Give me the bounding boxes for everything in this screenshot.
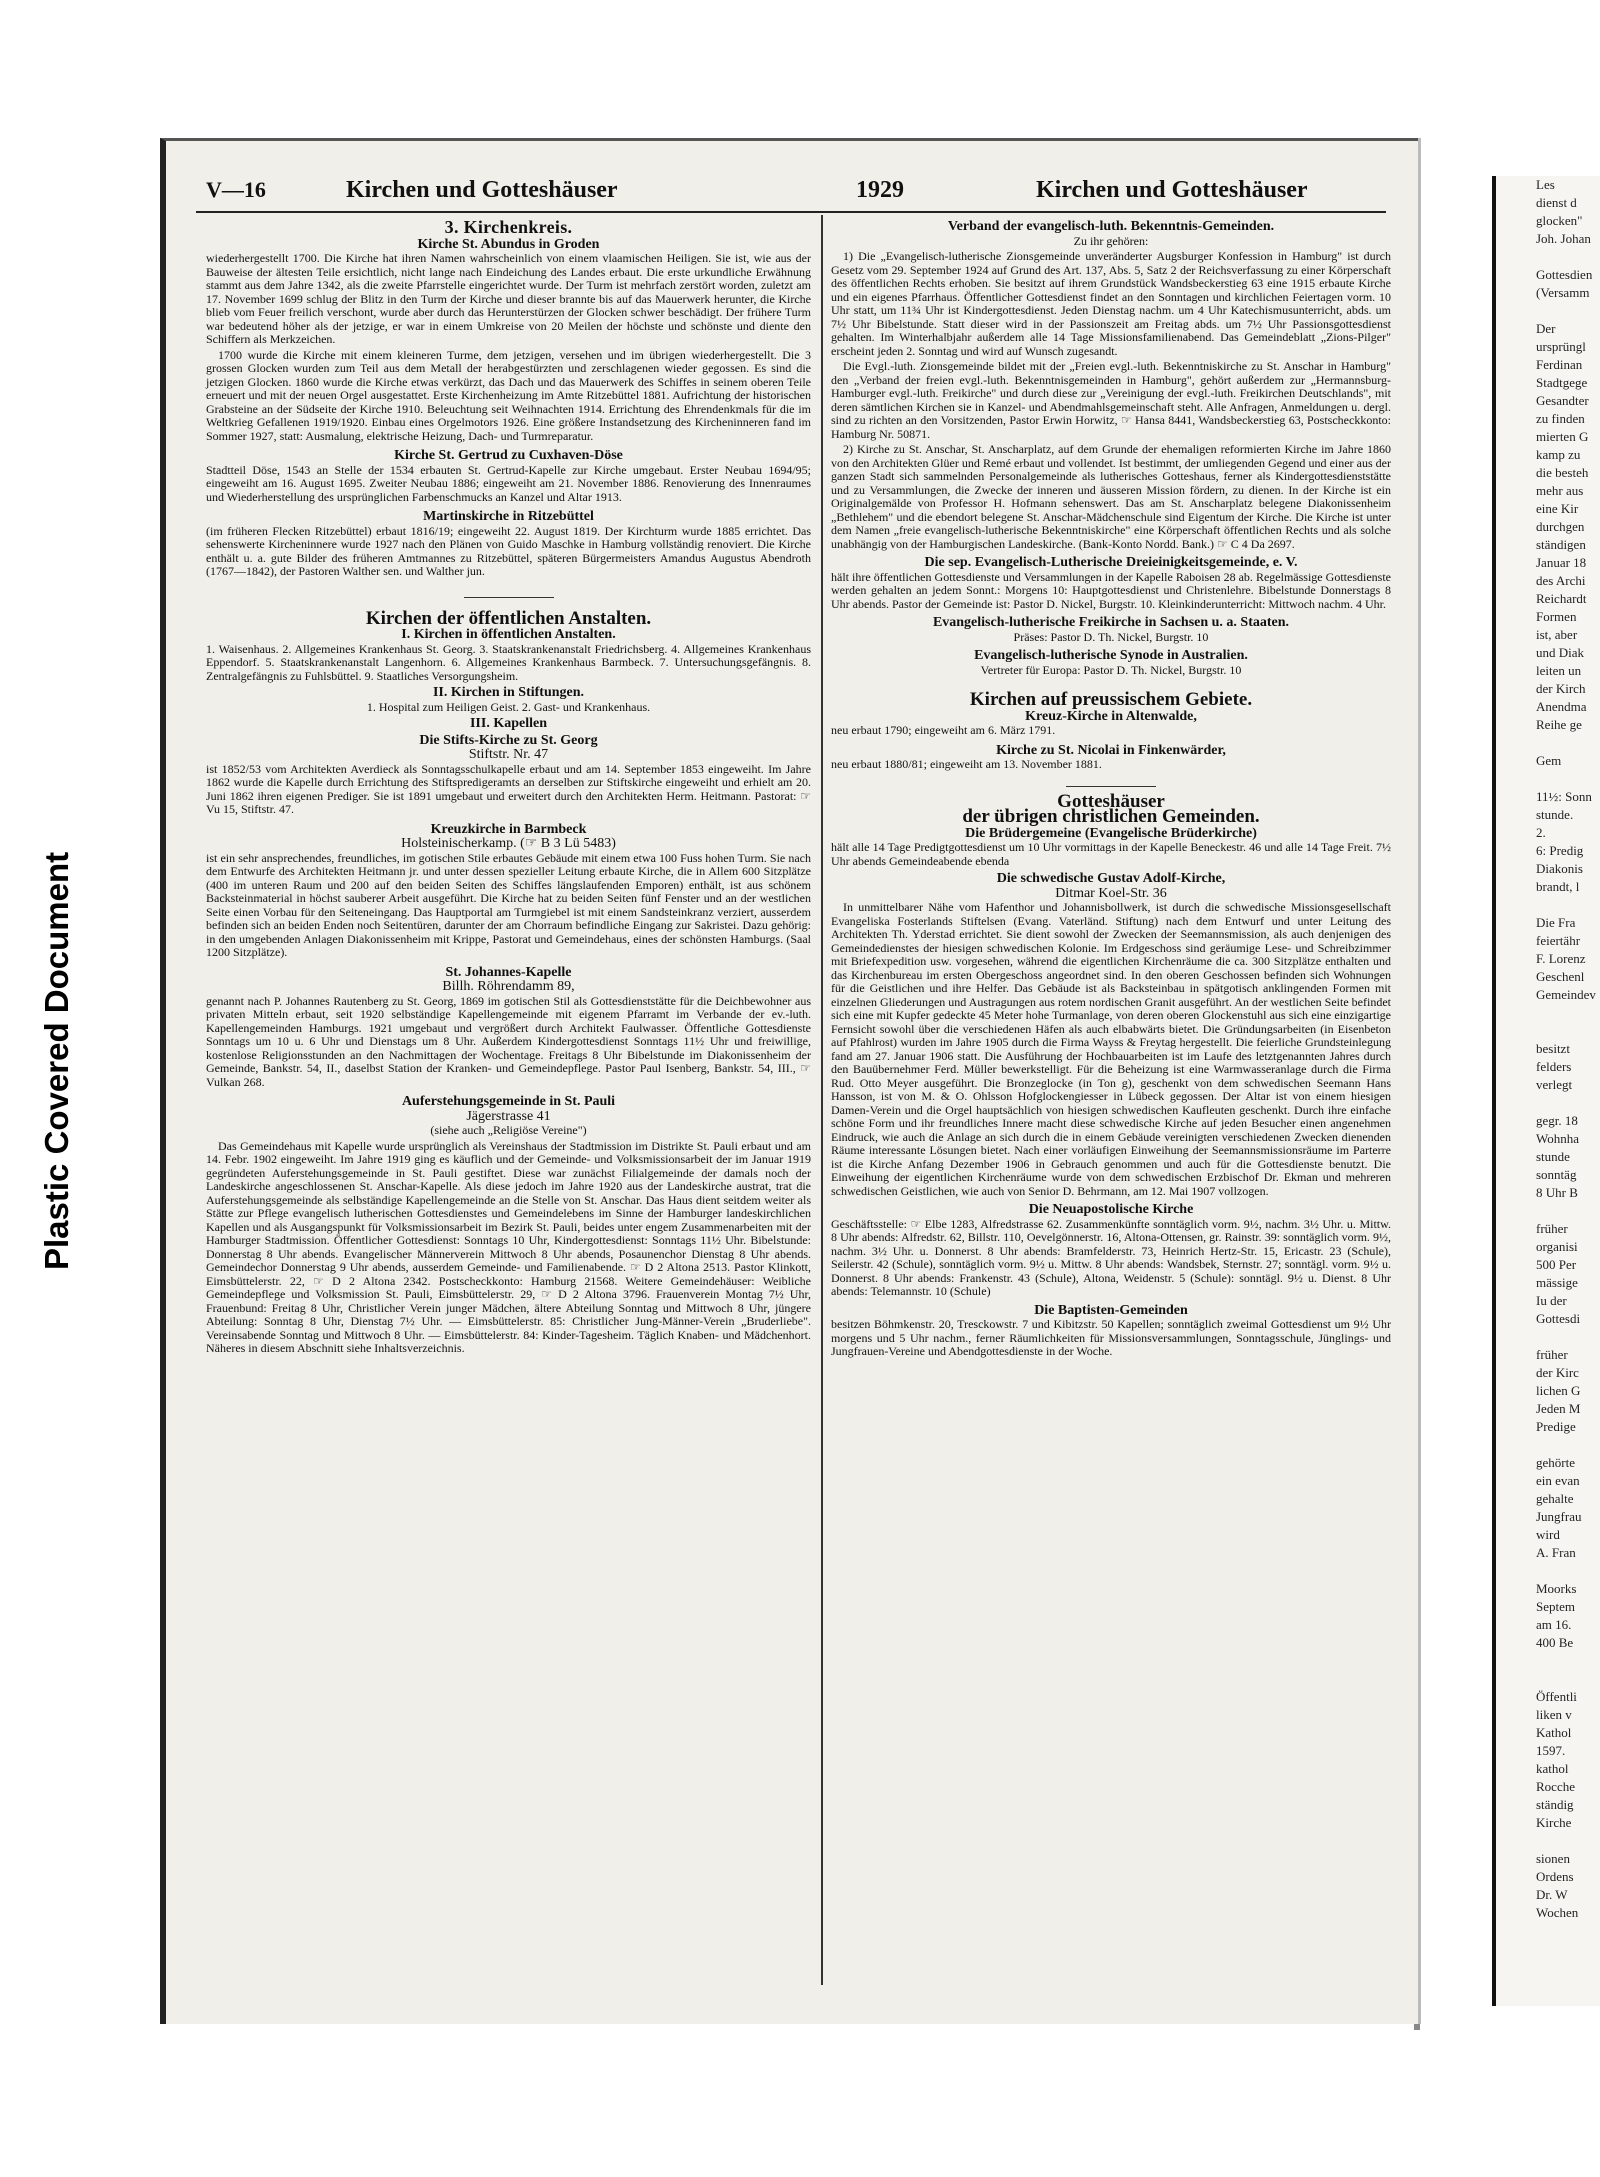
heading-kreuz-kirche-altenwalde: Kreuz-Kirche in Altenwalde, — [1025, 708, 1197, 724]
adjacent-text-fragment — [1496, 302, 1600, 320]
paragraph: wiederhergestellt 1700. Die Kirche hat ihren Namen wahrscheinlich von einem vlaamischen Heiligen. Sie ist, wie aus der Bauweise der ältesten Teile ersichtlich, nicht lange nach Eindeichung des Landes erbaut. Die erste urkundliche Erwähnung stammt aus dem Jahre 1342, als die zweite Pfarrstelle eingerichtet wurde. Der Turm ist mehrfach zerstört worden, zuletzt am 17. November 1699 schlug der Blitz in den Turm der Kirche und dieser brannte bis auf das Mauerwerk herunter, die Kirche blieb vom Feuer freilich verschont, wurde aber durch das Herunterstürzen der Glocken schwer beschädigt. Der frühere Turm war bedeutend höher als der jetzige, er war in einem Umkreise von 20 Meilen der höchste und schönste und diente den Schiffern als Merkzeichen. — [206, 251, 811, 346]
adjacent-text-fragment: Kathol — [1536, 1725, 1572, 1740]
adjacent-text-fragment: dienst d — [1536, 195, 1577, 210]
adjacent-text-fragment: am 16. — [1536, 1617, 1572, 1632]
address: Ditmar Koel-Str. 36 — [1055, 885, 1167, 901]
paragraph: 1. Hospital zum Heiligen Geist. 2. Gast- und Krankenhaus. — [366, 699, 651, 714]
right-column — [831, 217, 1391, 1361]
address: Jägerstrasse 41 — [466, 1108, 551, 1124]
adjacent-text-fragment: 2. — [1536, 825, 1546, 840]
adjacent-text-fragment: F. Lorenz — [1536, 951, 1586, 966]
heading-doese: Kirche St. Gertrud zu Cuxhaven-Döse — [394, 448, 623, 463]
paragraph: (im früheren Flecken Ritzebüttel) erbaut 1816/19; eingeweiht 22. August 1819. Der Kirchturm wurde 1885 errichtet. Das sehenswerte Kircheninnere wurde 1927 nach den Plänen von Guido Maschke in Hamburg vollständig renoviert. Die Kirche enthält u. a. gute Bilder des früheren Amtmannes zu Ritzebüttel, späteren Bürgermeisters Amandus Augustus Abendroth (1767—1842), der Pastoren Walther sen. und Walther jun. — [206, 523, 811, 578]
paragraph: Vertreter für Europa: Pastor D. Th. Nickel, Burgstr. 10 — [980, 662, 1242, 677]
left-column — [206, 217, 811, 1358]
adjacent-text-fragment: Predige — [1536, 1419, 1576, 1434]
adjacent-text-fragment: Septem — [1536, 1599, 1575, 1614]
adjacent-text-fragment — [1496, 1094, 1600, 1112]
heading-anstalten-ii: II. Kirchen in Stiftungen. — [432, 685, 585, 700]
section-title: 3. Kirchenkreis. — [444, 217, 573, 237]
adjacent-text-fragment: ursprüngl — [1536, 339, 1586, 354]
adjacent-text-fragment: brandt, l — [1536, 879, 1580, 894]
paragraph: besitzen Böhmkenstr. 20, Tresckowstr. 7 und Kibitzstr. 50 Kapellen; sonntäglich zweimal Gottesdienst um 9½ Uhr morgens und 5 Uhr nachm., ferner Räumlichkeiten für Missionsversammlungen, Sonntagsschule, Jünglings- und Jungfrauen-Vereine und Abendgottesdienste in der Woche. — [831, 1317, 1391, 1358]
running-title-right: Kirchen und Gotteshäuser — [1036, 177, 1308, 203]
divider — [1066, 786, 1156, 787]
adjacent-text-fragment: liken v — [1536, 1707, 1572, 1722]
paragraph: Geschäftsstelle: ☞ Elbe 1283, Alfredstrasse 62. Zusammenkünfte sonntäglich vorm. 9½, nachm. 3½ Uhr. u. Mittw. 8 Uhr abends: Alfredstr. 62, Billstr. 110, Oevelgönnerstr. 16, Altona-Ottensen, gr. Rainstr. 39: sonntäglich vorm. 9½, nachm. 3½ Uhr. u. Donnerst. 8 Uhr abends: Bramfelderstr. 73, Heinrich Hertz-Str. 15, Ericastr. 23 (Schule), Seilerstr. 42 (Schule), sonntäglich vorm. 9½ u. Mittw. 8 Uhr abends: Wandsbek, Sternstr. 27; sonntägl. vorm. 9½ u. Donnerst. 8 Uhr abends: Frankenstr. 43 (Schule), Altona, Weidenstr. 5 (Schule): sonntägl. 9½ u. Dienst. 8 Uhr abends: Telemannstr. 10 (Schule) — [831, 1216, 1391, 1298]
heading-groden: Kirche St. Abundus in Groden — [417, 236, 600, 252]
paragraph: hält alle 14 Tage Predigtgottesdienst um 10 Uhr vormittags in der Kapelle Beneckestr. 46 und alle 14 Tage Freit. 7½ Uhr abends Gemeindeabende ebenda — [831, 840, 1391, 868]
adjacent-text-fragment: lichen G — [1536, 1383, 1581, 1398]
adjacent-text-fragment: feiertähr — [1536, 933, 1581, 948]
adjacent-text-fragment: früher — [1536, 1347, 1568, 1362]
adjacent-text-fragment — [1496, 1832, 1600, 1850]
adjacent-text-fragment: zu finden — [1536, 411, 1585, 426]
adjacent-text-fragment: sionen — [1536, 1851, 1570, 1866]
adjacent-text-fragment — [1496, 1022, 1600, 1040]
heading-neuapostolische-kirche: Die Neuapostolische Kirche — [1028, 1202, 1194, 1217]
adjacent-text-fragment: Diakonis — [1536, 861, 1583, 876]
adjacent-text-fragment: Dr. W — [1536, 1887, 1568, 1902]
adjacent-text-fragment: besitzt — [1536, 1041, 1570, 1056]
adjacent-text-fragment: Jungfrau — [1536, 1509, 1582, 1524]
adjacent-text-fragment: eine Kir — [1536, 501, 1579, 516]
adjacent-text-fragment: gegr. 18 — [1536, 1113, 1578, 1128]
adjacent-text-fragment — [1496, 1004, 1600, 1022]
paragraph: Präses: Pastor D. Th. Nickel, Burgstr. 10 — [1013, 629, 1209, 644]
heading-freikirche-sachsen: Evangelisch-lutherische Freikirche in Sachsen u. a. Staaten. — [932, 615, 1290, 630]
adjacent-text-fragment: Iu der — [1536, 1293, 1567, 1308]
adjacent-text-fragment: ist, aber — [1536, 627, 1578, 642]
adjacent-text-fragment: A. Fran — [1536, 1545, 1576, 1560]
paragraph: genannt nach P. Johannes Rautenberg zu St. Georg, 1869 im gotischen Stil als Gottesdienststätte für die Deichbewohner aus privaten Mitteln erbaut, seit 1920 selbständige Kapellengemeinde mit eigenem Pfarramt im Verbande der ev.-luth. Kapellengemeinden Hamburgs. 1921 umgebaut und vergrößert durch Architekt Faulwasser. Öffentliche Gottesdienste Sonntags um 10 u. 6 Uhr und Dienstags um 8 Uhr. Außerdem Kindergottesdienst Sonntags 11½ Uhr und freiwillige, kostenlose Religionsstunden an den Nachmittagen der Wochentage. Freitags 8 Uhr Bibelstunde im Diakonissenheim der Gemeinde, Bankstr. 54, II., daselbst Station der Kranken- und Gemeindepflege. Pastor Paul Isenberg, Bankstr. 54, III., ☞ Vulkan 268. — [206, 993, 811, 1089]
paragraph: neu erbaut 1880/81; eingeweiht am 13. November 1881. — [831, 757, 1102, 771]
adjacent-text-fragment — [1496, 1436, 1600, 1454]
adjacent-text-fragment: kathol — [1536, 1761, 1569, 1776]
adjacent-text-fragment: 11½: Sonn — [1536, 789, 1592, 804]
column-divider — [821, 215, 823, 1985]
adjacent-text-fragment: mierten G — [1536, 429, 1589, 444]
adjacent-text-fragment: wird — [1536, 1527, 1560, 1542]
subheading: Zu ihr gehören: — [1073, 233, 1149, 248]
adjacent-page-fragment — [1492, 176, 1600, 2006]
paragraph: Das Gemeindehaus mit Kapelle wurde ursprünglich als Vereinshaus der Stadtmission im Distrikte St. Pauli erbaut und am 14. Febr. 1902 eingeweiht. Im Jahre 1919 ging es käuflich und der Gemeinde- und Volksmissionsarbeit der im Januar 1919 gegründeten Auferstehungsgemeinde in St. Pauli gestiftet. Diese war zunächst Filialgemeinde der damals noch der Landeskirche angeschlossenen St. Anschar-Kapelle. Als diese jedoch im Jahre 1920 aus der Landeskirche austrat, trat die Auferstehungsgemeinde als selbständige Kapellengemeinde an die Stelle von St. Anschar. Das Haus dient seitdem weiter als Stätte zur Pflege evangelisch lutherischen Gottesdienstes und Gemeindelebens im Sinne der Hamburger landeskirchlichen Kapellen und als Ausgangspunkt für Volksmissionsarbeit im Bezirk St. Pauli, beides unter engem Zusammenarbeiten mit der Hamburger Stadtmission. Öffentlicher Gottesdienst: Sonntags 10 Uhr, Kindergottesdienst: Sonntags 11½ Uhr. Bibelstunde: Donnerstag 8 Uhr abends. Evangelischer Männerverein Mittwoch 8 Uhr abends, Posaunenchor Dienstag 8 Uhr abends. Gemeindechor Donnerstag 9 Uhr abends, ausserdem Gemeinde- und Familienabende. ☞ D 2 Altona 2513. Pastor Klinkott, Eimsbüttelerstr. 22, ☞ D 2 Altona 2342. Postscheckkonto: Hamburg 21568. Weitere Gemeindehäuser: Weibliche Gemeindepflege und Volksmission St. Pauli, Eimsbüttelerstr. 29, ☞ D 2 Altona 3796. Frauenverein Montag 7½ Uhr, Frauenbund: Freitag 8 Uhr, Christlicher Verein junger Mädchen, ältere Abteilung Sonntag und Mittwoch 8 Uhr, jüngere Abteilung: Sonntag 8 Uhr, Dienstag 7½ Uhr. — Eimsbüttelerstr. 85: Christlicher Jung-Männer-Verein „Bruderliebe". Vereinsabende Sonntag und Mittwoch 8 Uhr. — Eimsbüttelerstr. 84: Kinder-Tagesheim. Täglich Knaben- und Mädchenhort. Näheres in diesem Abschnitt siehe Inhaltsverzeichnis. — [206, 1138, 811, 1355]
section-subtitle-gotteshaeuser: der übrigen christlichen Gemeinden. — [962, 806, 1260, 827]
heading-verband: Verband der evangelisch-luth. Bekenntnis-Gemeinden. — [947, 219, 1275, 234]
section-title-preussen: Kirchen auf preussischem Gebiete. — [969, 689, 1253, 710]
adjacent-text-fragment — [1496, 1652, 1600, 1670]
plastic-covered-label: Plastic Covered Document — [38, 851, 75, 1270]
heading-martinskirche: Martinskirche in Ritzebüttel — [423, 509, 594, 524]
adjacent-text-fragment — [1496, 770, 1600, 788]
adjacent-text-fragment: Stadtgege — [1536, 375, 1588, 390]
adjacent-text-fragment: früher — [1536, 1221, 1568, 1236]
adjacent-text-fragment: Ferdinan — [1536, 357, 1583, 372]
adjacent-text-fragment: mehr aus — [1536, 483, 1584, 498]
heading-anstalten-i: I. Kirchen in öffentlichen Anstalten. — [401, 627, 616, 642]
adjacent-text-fragment: Reihe ge — [1536, 717, 1582, 732]
adjacent-text-fragment: gehörte — [1536, 1455, 1575, 1470]
divider — [464, 597, 554, 598]
adjacent-text-fragment: der Kirc — [1536, 1365, 1579, 1380]
paragraph: Stadtteil Döse, 1543 an Stelle der 1534 erbauten St. Gertrud-Kapelle zur Kirche umgebaut. Erster Neubau 1694/95; eingeweiht am 16. August 1695. Zweiter Neubau 1886; eingeweiht am 21. November 1886. Renovierung des Innenraumes und Wiederherstellung des ursprünglichen Farbenschmucks an Kanzel und Altar 1913. — [206, 462, 811, 504]
page-year: 1929 — [856, 177, 904, 203]
adjacent-text-fragment: Gemeindev — [1536, 987, 1596, 1002]
adjacent-text-fragment — [1496, 1328, 1600, 1346]
adjacent-text-fragment: Formen — [1536, 609, 1577, 624]
adjacent-text-fragment: stunde. — [1536, 807, 1574, 822]
adjacent-text-fragment — [1496, 896, 1600, 914]
adjacent-text-fragment: ständig — [1536, 1797, 1574, 1812]
adjacent-text-fragment: ein evan — [1536, 1473, 1580, 1488]
section-title-gotteshaeuser: Gotteshäuser — [1057, 790, 1165, 812]
adjacent-text-fragment — [1496, 248, 1600, 266]
adjacent-text-fragment: 8 Uhr B — [1536, 1185, 1578, 1200]
address: Billh. Röhrendamm 89, — [442, 979, 575, 994]
paragraph: neu erbaut 1790; eingeweiht am 6. März 1791. — [831, 723, 1056, 737]
adjacent-text-fragment: glocken" — [1536, 213, 1583, 228]
paragraph: 2) Kirche zu St. Anschar, St. Anscharplatz, auf dem Grunde der ehemaligen reformierten Kirche im Jahre 1860 von den Architekten Glüer und Remé erbaut und vollendet. Ist bestimmt, der umliegenden Gegend und einer aus der ganzen Stadt sich sammelnden Personalgemeinde als lutherisches Gotteshaus, ferner als Kindergottesdienststätte und zu Versammlungen, die Zwecke der inneren und äusseren Mission fördern, zu dienen. In der Kirche ist ein Originalgemälde von Professor H. Hofmann sehenswert. Das am St. Anscharplatz belegene Diakonissenheim „Bethlehem" und die ebendort belegene St. Anschar-Mädchenschule sind Eigentum der Kirche. Die Kirche ist unter dem Namen „freie evangelisch-lutherische Bekenntniskirche" eine Körperschaft öffentlichen Rechts und als solche unabhängig von der Hamburgischen Landeskirche. (Bank-Konto Nordd. Bank.) ☞ C 4 Da 2697. — [831, 442, 1391, 551]
paragraph: ist 1852/53 vom Architekten Averdieck als Sonntagsschulkapelle erbaut und am 14. September 1853 eingeweiht. Im Jahre 1862 wurde die Kapelle durch Errichtung des Stiftspredigeramts an derselben zur Stiftskirche eingeweiht und erhielt am 20. Juni 1862 ihren eigenen Prediger. Sie ist 1891 umgebaut und erweitert durch den Architekten Herm. Heitmann. Pastorat: ☞ Vu 15, Stiftstr. 47. — [206, 761, 811, 816]
adjacent-text-fragment: die besteh — [1536, 465, 1589, 480]
adjacent-text-fragment: des Archi — [1536, 573, 1586, 588]
adjacent-text-fragment: Wohnha — [1536, 1131, 1579, 1146]
adjacent-text-fragment: leiten un — [1536, 663, 1582, 678]
adjacent-text-fragment: Die Fra — [1536, 915, 1576, 930]
adjacent-text-fragment: Gesandter — [1536, 393, 1589, 408]
adjacent-text-fragment: felders — [1536, 1059, 1572, 1074]
adjacent-text-fragment: Gottesdien — [1536, 267, 1593, 282]
running-title-left: Kirchen und Gotteshäuser — [346, 177, 618, 203]
adjacent-text-fragment: Joh. Johan — [1536, 231, 1591, 246]
adjacent-text-fragment: 400 Be — [1536, 1635, 1574, 1650]
paragraph: 1700 wurde die Kirche mit einem kleineren Turme, dem jetzigen, versehen und im übrigen wiederhergestellt. Die 3 grossen Glocken wurden zum Teil aus dem Metall der herabgestürzten und zerschlagenen wieder gegossen. Es sind die jetzigen Glocken. 1860 wurde die Kirche etwas verkürzt, das Dach und das Mauerwerk des Schiffes in seinem oberen Teile erneuert und mit der neuen Orgel ausgestattet. Erste Kirchenheizung im Amte Ritzebüttel 1881. Aufrichtung der historischen Grabsteine an der Südseite der Kirche 1910. Beleuchtung seit Weihnachten 1914. Errichtung des Ehrendenkmals für die im Weltkrieg Gefallenen 1919/1920. Einbau eines Orgelmotors 1926. Eine größere Instandsetzung des Kircheninneren fand im Sommer 1927, statt: Ausmalung, elektrische Heizung, Dach- und Turmreparatur. — [206, 347, 811, 443]
adjacent-text-fragment: sonntäg — [1536, 1167, 1577, 1182]
header-rule — [196, 211, 1386, 213]
adjacent-text-fragment: gehalte — [1536, 1491, 1574, 1506]
adjacent-text-fragment: 500 Per — [1536, 1257, 1577, 1272]
adjacent-text-fragment: der Kirch — [1536, 681, 1586, 696]
adjacent-text-fragment: Öffentli — [1536, 1689, 1577, 1704]
heading-kapellen: III. Kapellen — [469, 716, 547, 731]
heading-johannes-kapelle: St. Johannes-Kapelle — [445, 964, 572, 980]
adjacent-text-fragment: Ordens — [1536, 1869, 1574, 1884]
heading-kreuzkirche: Kreuzkirche in Barmbeck — [430, 821, 587, 837]
adjacent-text-fragment: 6: Predig — [1536, 843, 1584, 858]
page-number: V—16 — [206, 177, 266, 202]
adjacent-text-fragment — [1496, 1562, 1600, 1580]
adjacent-text-fragment: organisi — [1536, 1239, 1578, 1254]
paragraph: 1. Waisenhaus. 2. Allgemeines Krankenhaus St. Georg. 3. Staatskrankenanstalt Friedrichsberg. 4. Allgemeines Krankenhaus Eppendorf. 5. Staatskrankenanstalt Langenhorn. 6. Allgemeines Krankenhaus Barmbeck. 7. Untersuchungsgefängnis. 8. Zentralgefängnis zu Fuhlsbüttel. 9. Staatliches Versorgungsheim. — [206, 641, 811, 683]
heading-baptisten: Die Baptisten-Gemeinden — [1034, 1302, 1188, 1318]
adjacent-text-fragment: Les — [1536, 177, 1555, 192]
adjacent-text-fragment: 1597. — [1536, 1743, 1566, 1758]
heading-synode-australien: Evangelisch-lutherische Synode in Australien. — [974, 648, 1248, 663]
paragraph: Die Evgl.-luth. Zionsgemeinde bildet mit der „Freien evgl.-luth. Bekenntniskirche zu St. Anschar in Hamburg" den „Verband der freien evgl.-luth. Bekenntnisgemeinden in Hamburg", gehört außerdem zur „Hermannsburg-Hamburger evgl.-luth. Freikirche" und durch diese zur „Vereinigung der evgl.-luth. Freikirchen Deutschlands", mit deren sämtlichen Kirchen sie in Kanzel- und Abendmahlsgemeinschaft steht. Alle Anfragen, Anmeldungen u. dergl. sind zu richten an den Vorsitzenden, Pastor Erwin Horwitz, ☞ Hansa 8441, Wandsbeckerstieg 63, Postscheckkonto: Hamburg Nr. 50871. — [831, 359, 1391, 441]
paragraph: ist ein sehr ansprechendes, freundliches, im gotischen Stile erbautes Gebäude mit einem etwa 100 Fuss hohen Turm. Sie nach dem Entwurfe des Architekten Heitmann jr. und unter dessen spezieller Leitung erbaute Kirche, die in Allem 600 Sitzplätze (400 im unteren Raum und 200 auf den beiden Seiten des Schiffes längslaufenden Emporen) enthält, ist aus schönem Backsteinmaterial in höchst sauberer Arbeit ausgeführt. Die Kirche hat zu beiden Seiten fünf Fenster und an der westlichen Seite einen Vorbau für den Seiteneingang. Das Hauptportal am Turmgiebel ist mit einem Sandsteinkranz verziert, ausserdem befinden sich an beiden Enden noch Seitentüren, darunter der am Chorraum befindliche Eingang zur Sakristei. Dazu gehörig: in den umgebenden Anlagen Diakonissenheim mit Krippe, Pastorat und Gemeindehaus, eines der schönsten Hamburgs. (Saal 1200 Sitzplätze). — [206, 850, 811, 959]
adjacent-text-fragment — [1496, 734, 1600, 752]
heading-st-nicolai: Kirche zu St. Nicolai in Finkenwärder, — [996, 742, 1226, 758]
page-header — [206, 177, 1376, 207]
adjacent-text-fragment: Anendma — [1536, 699, 1587, 714]
paragraph: hält ihre öffentlichen Gottesdienste und Versammlungen in der Kapelle Raboisen 28 ab. Regelmässige Gottesdienste werden gehalten an jedem Sonnt.: Morgens 10: Hauptgottesdienst und Christenlehre. Bibelstunde Donnerstags 8 Uhr abends. Pastor der Gemeinde ist: Pastor D. Nickel, Burgstr. 10. Kleinkinderunterricht: Mittwoch nachm. 4 Uhr. — [831, 569, 1391, 611]
adjacent-text-fragment: und Diak — [1536, 645, 1585, 660]
adjacent-text-fragment: Moorks — [1536, 1581, 1577, 1596]
address: Stiftstr. Nr. 47 — [468, 747, 549, 762]
heading-bruedergemeine: Die Brüdergemeine (Evangelische Brüderkirche) — [965, 825, 1257, 841]
paragraph: In unmittelbarer Nähe vom Hafenthor und Johannisbollwerk, ist durch die schwedische Missionsgesellschaft Evangeliska Fosterlands Stiftelsen (Evang. Vaterländ. Stiftung) nach dem Entwurf und unter Leitung des Architekten Th. Yderstad errichtet. Sie dient sowohl der Zwecken der Seemannsmission, als auch denjenigen des Gemeindedienstes der hiesigen schwedischen Kolonie. Im Erdgeschoss sind geräumige Lese- und Schreibzimmer mit Briefexpedition usw. vorgesehen, während die eigentlichen Kirchenräume die ca. 300 Sitzplätze enthalten und das Kirchenbureau im ersten Obergeschoss angeordnet sind. In den oberen Geschossen befinden sich Wohnungen für die Geistlichen und ihre Helfer. Das Gebäude ist als Backsteinbau in spätgotisch anklingenden Formen mit einzelnen Gliederungen und Austragungen aus rotem nordischen Granit ausgeführt. An der westlichen Seite befindet sich eine mit Kupfer gedeckte 45 Meter hohe Turmanlage, von deren oberen Glockenstuhl aus sich eine einzigartige Fernsicht sowohl über die verschiedenen Häfen als auch elbabwärts bietet. Die Gründungsarbeiten (in Eisenbeton auf Pfahlrost) wurden im Jahre 1905 durch die Firma Wayss & Freytag hergestellt. Die feierliche Grundsteinlegung fand am 27. Januar 1906 statt. Die Ausführung der Hochbauarbeiten ist im Laufe des letztgenannten Jahres durch den Bauübernehmer Ferd. Müller bewerkstelligt. Für die Beheizung ist eine Warmwasseranlage durch die Firma Rud. Otto Meyer ausgeführt. Die Bronzeglocke (in Ton g), geschenkt von dem schwedischen Seemann Hans Hansson, ist von M. & O. Ohlsson Hofglockengiesser in Lübeck gegossen. Der Altar ist von einem hiesigen Damen-Verein und die Orgel hauptsächlich von hiesigen schwedischen Kaufleuten geschenkt. Durch ihre einfache schöne Form und ihr freundliches Innere macht diese schwedische Kirche auf jeden Besucher einen angenehmen Eindruck, wie auch die Anlage an sich durch die in einem Gebäude vereinigten verschiedenen Zwecken dienenden Räume interessante Lösungen bietet. Nach einer vorläufigen Einweihung der Seemannsmissionsräume im Parterre ist die Kirche Anfang Dezember 1906 in Gebrauch genommen und auch für die Gottesdienste benutzt. Die Einweihung der eigentlichen Kirchenräume wurde von dem schwedischen Erzbischof Dr. Ekman und mehreren schwedischen Geistlichen, wie auch von Senior D. Behrmann, am 12. Mai 1907 vollzogen. — [831, 900, 1391, 1198]
adjacent-text-fragment: stunde — [1536, 1149, 1570, 1164]
note: (siehe auch „Religiöse Vereine") — [430, 1123, 587, 1137]
address: Holsteinischerkamp. (☞ B 3 Lü 5483) — [401, 836, 616, 851]
adjacent-text-fragment: Januar 18 — [1536, 555, 1587, 570]
adjacent-text-fragment: kamp zu — [1536, 447, 1581, 462]
adjacent-text-fragment: Geschenl — [1536, 969, 1585, 984]
adjacent-text-fragment: Reichardt — [1536, 591, 1587, 606]
adjacent-text-fragment: Der — [1536, 321, 1556, 336]
section-title-anstalten: Kirchen der öffentlichen Anstalten. — [365, 607, 652, 629]
adjacent-text-fragment: mässige — [1536, 1275, 1578, 1290]
adjacent-text-fragment: durchgen — [1536, 519, 1585, 534]
adjacent-text-fragment — [1496, 1670, 1600, 1688]
adjacent-text-fragment: ständigen — [1536, 537, 1586, 552]
document-page — [160, 138, 1418, 2024]
adjacent-text-fragment: Kirche — [1536, 1815, 1572, 1830]
adjacent-text-fragment: Gem — [1536, 753, 1562, 768]
heading-auferstehungsgemeinde: Auferstehungsgemeinde in St. Pauli — [401, 1094, 616, 1109]
adjacent-text-fragment: (Versamm — [1536, 285, 1590, 300]
adjacent-text-fragment — [1496, 1202, 1600, 1220]
adjacent-text-fragment: Rocche — [1536, 1779, 1575, 1794]
adjacent-text-fragment: Gottesdi — [1536, 1311, 1581, 1326]
adjacent-text-fragment: verlegt — [1536, 1077, 1573, 1092]
adjacent-text-fragment: Jeden M — [1536, 1401, 1581, 1416]
heading-dreieinigkeit: Die sep. Evangelisch-Lutherische Dreieinigkeitsgemeinde, e. V. — [924, 555, 1298, 570]
paragraph: 1) Die „Evangelisch-lutherische Zionsgemeinde unveränderter Augsburger Konfession in Hamburg" ist durch Gesetz vom 29. September 1924 auf Grund des Art. 137, Abs. 5, Satz 2 der Reichsverfassung zu einer Körperschaft des öffentlichen Rechts erhoben. Sie besitzt auf ihrem Grundstück Wandsbeckerstieg 63 eine 1915 erbaute Kirche und ein eigenes Pfarrhaus. Öffentlicher Gottesdienst findet an den Sonntagen und kirchlichen Feiertagen vorm. 10 Uhr statt, um 11¾ Uhr ist Kindergottesdienst. Jeden Dienstag nachm. um 4 Uhr Katechismusunterricht, abds. um 7½ Uhr Bibelstunde. Statt dieser wird in der Passionszeit am Freitag abds. um 7½ Uhr Passionsgottesdienst gehalten. Im Winterhalbjahr außerdem alle 14 Tage Missionsfamilienabend. Das Gemeindeblatt „Zions-Pilger" erscheint jeden 2. Sonntag und wird auf Wunsch zugesandt. — [831, 249, 1391, 358]
adjacent-text-fragment: Wochen — [1536, 1905, 1579, 1920]
heading-schwedische-kirche: Die schwedische Gustav Adolf-Kirche, — [996, 871, 1226, 886]
heading-stiftskirche: Die Stifts-Kirche zu St. Georg — [419, 732, 598, 748]
